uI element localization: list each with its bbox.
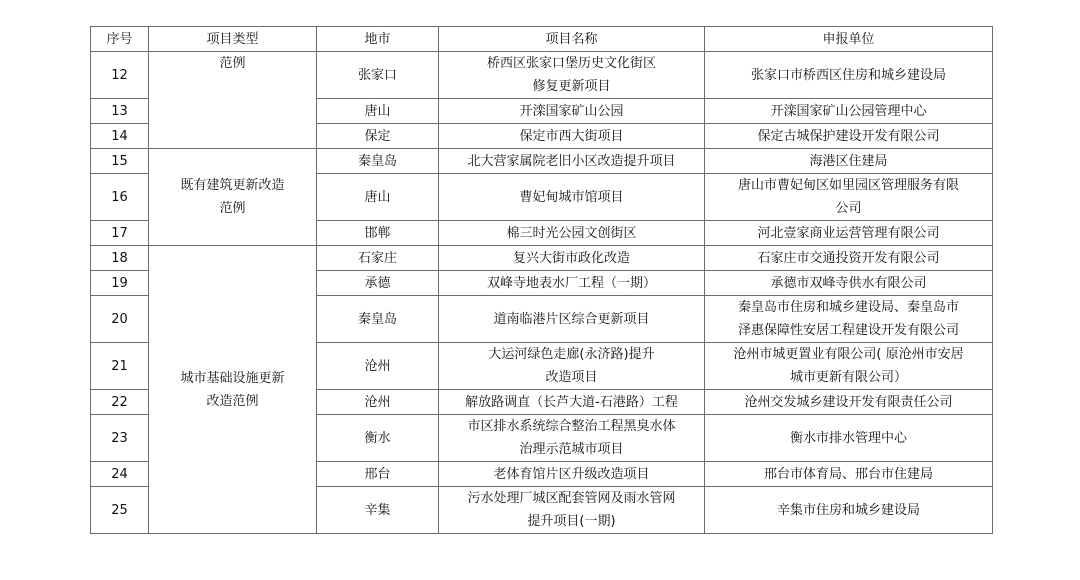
row-city: 辛集 — [317, 487, 439, 534]
row-unit — [705, 343, 993, 390]
unit-line: 唐山市曹妃甸区如里园区管理服务有限 — [737, 178, 959, 193]
type-line: 改造范例 — [206, 393, 259, 409]
table-row — [91, 52, 993, 99]
row-no: 12 — [91, 52, 149, 99]
row-city: 邯郸 — [317, 221, 439, 246]
row-no: 15 — [91, 149, 149, 174]
row-unit: 石家庄市交通投资开发有限公司 — [705, 246, 993, 271]
header-row — [91, 27, 993, 52]
row-city: 沧州 — [317, 343, 439, 390]
unit-line: 沧州市城更置业有限公司( 原沧州市安居 — [733, 347, 964, 362]
header-name: 项目名称 — [439, 27, 705, 52]
row-no: 23 — [91, 415, 149, 462]
table-body — [91, 52, 993, 534]
row-name: 曹妃甸城市馆项目 — [439, 174, 705, 221]
type-cell-3 — [149, 246, 317, 534]
row-no: 21 — [91, 343, 149, 390]
row-city: 秦皇岛 — [317, 296, 439, 343]
row-city: 邢台 — [317, 462, 439, 487]
row-city: 秦皇岛 — [317, 149, 439, 174]
type-line: 范例 — [219, 201, 246, 216]
row-no: 16 — [91, 174, 149, 221]
row-name: 解放路调直（长芦大道-石港路）工程 — [439, 390, 705, 415]
table-row — [91, 246, 993, 271]
name-line: 市区排水系统综合整治工程黑臭水体 — [467, 419, 676, 434]
row-city: 沧州 — [317, 390, 439, 415]
row-name: 道南临港片区综合更新项目 — [439, 296, 705, 343]
row-city: 张家口 — [317, 52, 439, 99]
row-name — [439, 415, 705, 462]
row-city: 唐山 — [317, 99, 439, 124]
row-name: 复兴大街市政化改造 — [439, 246, 705, 271]
row-name — [439, 343, 705, 390]
unit-line: 秦皇岛市住房和城乡建设局、秦皇岛市 — [737, 300, 959, 315]
row-no: 18 — [91, 246, 149, 271]
type-line: 既有建筑更新改造 — [180, 178, 285, 193]
row-unit: 开滦国家矿山公园管理中心 — [705, 99, 993, 124]
row-unit: 衡水市排水管理中心 — [705, 415, 993, 462]
name-line: 治理示范城市项目 — [519, 442, 624, 457]
row-name: 双峰寺地表水厂工程（一期） — [439, 271, 705, 296]
row-unit: 沧州交发城乡建设开发有限责任公司 — [705, 390, 993, 415]
row-unit: 保定古城保护建设开发有限公司 — [705, 124, 993, 149]
type-line: 城市基础设施更新 — [180, 370, 285, 386]
project-table — [90, 26, 993, 534]
row-name: 棉三时光公园文创街区 — [439, 221, 705, 246]
row-name — [439, 487, 705, 534]
row-no: 17 — [91, 221, 149, 246]
name-line: 修复更新项目 — [532, 79, 611, 94]
row-unit: 辛集市住房和城乡建设局 — [705, 487, 993, 534]
row-no: 19 — [91, 271, 149, 296]
row-name: 保定市西大街项目 — [439, 124, 705, 149]
row-no: 20 — [91, 296, 149, 343]
name-line: 大运河绿色走廊(永济路)提升 — [488, 347, 655, 362]
row-no: 13 — [91, 99, 149, 124]
row-name: 北大营家属院老旧小区改造提升项目 — [439, 149, 705, 174]
name-line: 污水处理厂城区配套管网及雨水管网 — [467, 491, 676, 506]
unit-line: 公司 — [835, 201, 862, 216]
row-unit: 河北壹家商业运营管理有限公司 — [705, 221, 993, 246]
header-type: 项目类型 — [149, 27, 317, 52]
name-line: 桥西区张家口堡历史文化街区 — [486, 56, 656, 71]
row-no: 24 — [91, 462, 149, 487]
type-cell-2 — [149, 149, 317, 246]
row-no: 14 — [91, 124, 149, 149]
row-city: 承德 — [317, 271, 439, 296]
name-line: 改造项目 — [545, 370, 598, 385]
type-line: 范例 — [219, 56, 246, 71]
row-unit — [705, 296, 993, 343]
row-unit: 邢台市体育局、邢台市住建局 — [705, 462, 993, 487]
row-city: 衡水 — [317, 415, 439, 462]
row-unit: 张家口市桥西区住房和城乡建设局 — [705, 52, 993, 99]
row-no: 22 — [91, 390, 149, 415]
row-unit — [705, 174, 993, 221]
unit-line: 泽惠保障性安居工程建设开发有限公司 — [737, 323, 959, 338]
header-city: 地市 — [317, 27, 439, 52]
table-row — [91, 149, 993, 174]
row-city: 唐山 — [317, 174, 439, 221]
row-name: 老体育馆片区升级改造项目 — [439, 462, 705, 487]
header-no: 序号 — [91, 27, 149, 52]
row-unit: 承德市双峰寺供水有限公司 — [705, 271, 993, 296]
row-city: 保定 — [317, 124, 439, 149]
type-cell-1 — [149, 52, 317, 149]
row-name — [439, 52, 705, 99]
unit-line: 城市更新有限公司） — [789, 370, 907, 385]
row-no: 25 — [91, 487, 149, 534]
row-name: 开滦国家矿山公园 — [439, 99, 705, 124]
header-unit: 申报单位 — [705, 27, 993, 52]
row-city: 石家庄 — [317, 246, 439, 271]
name-line: 提升项目(一期) — [527, 514, 616, 529]
row-unit: 海港区住建局 — [705, 149, 993, 174]
